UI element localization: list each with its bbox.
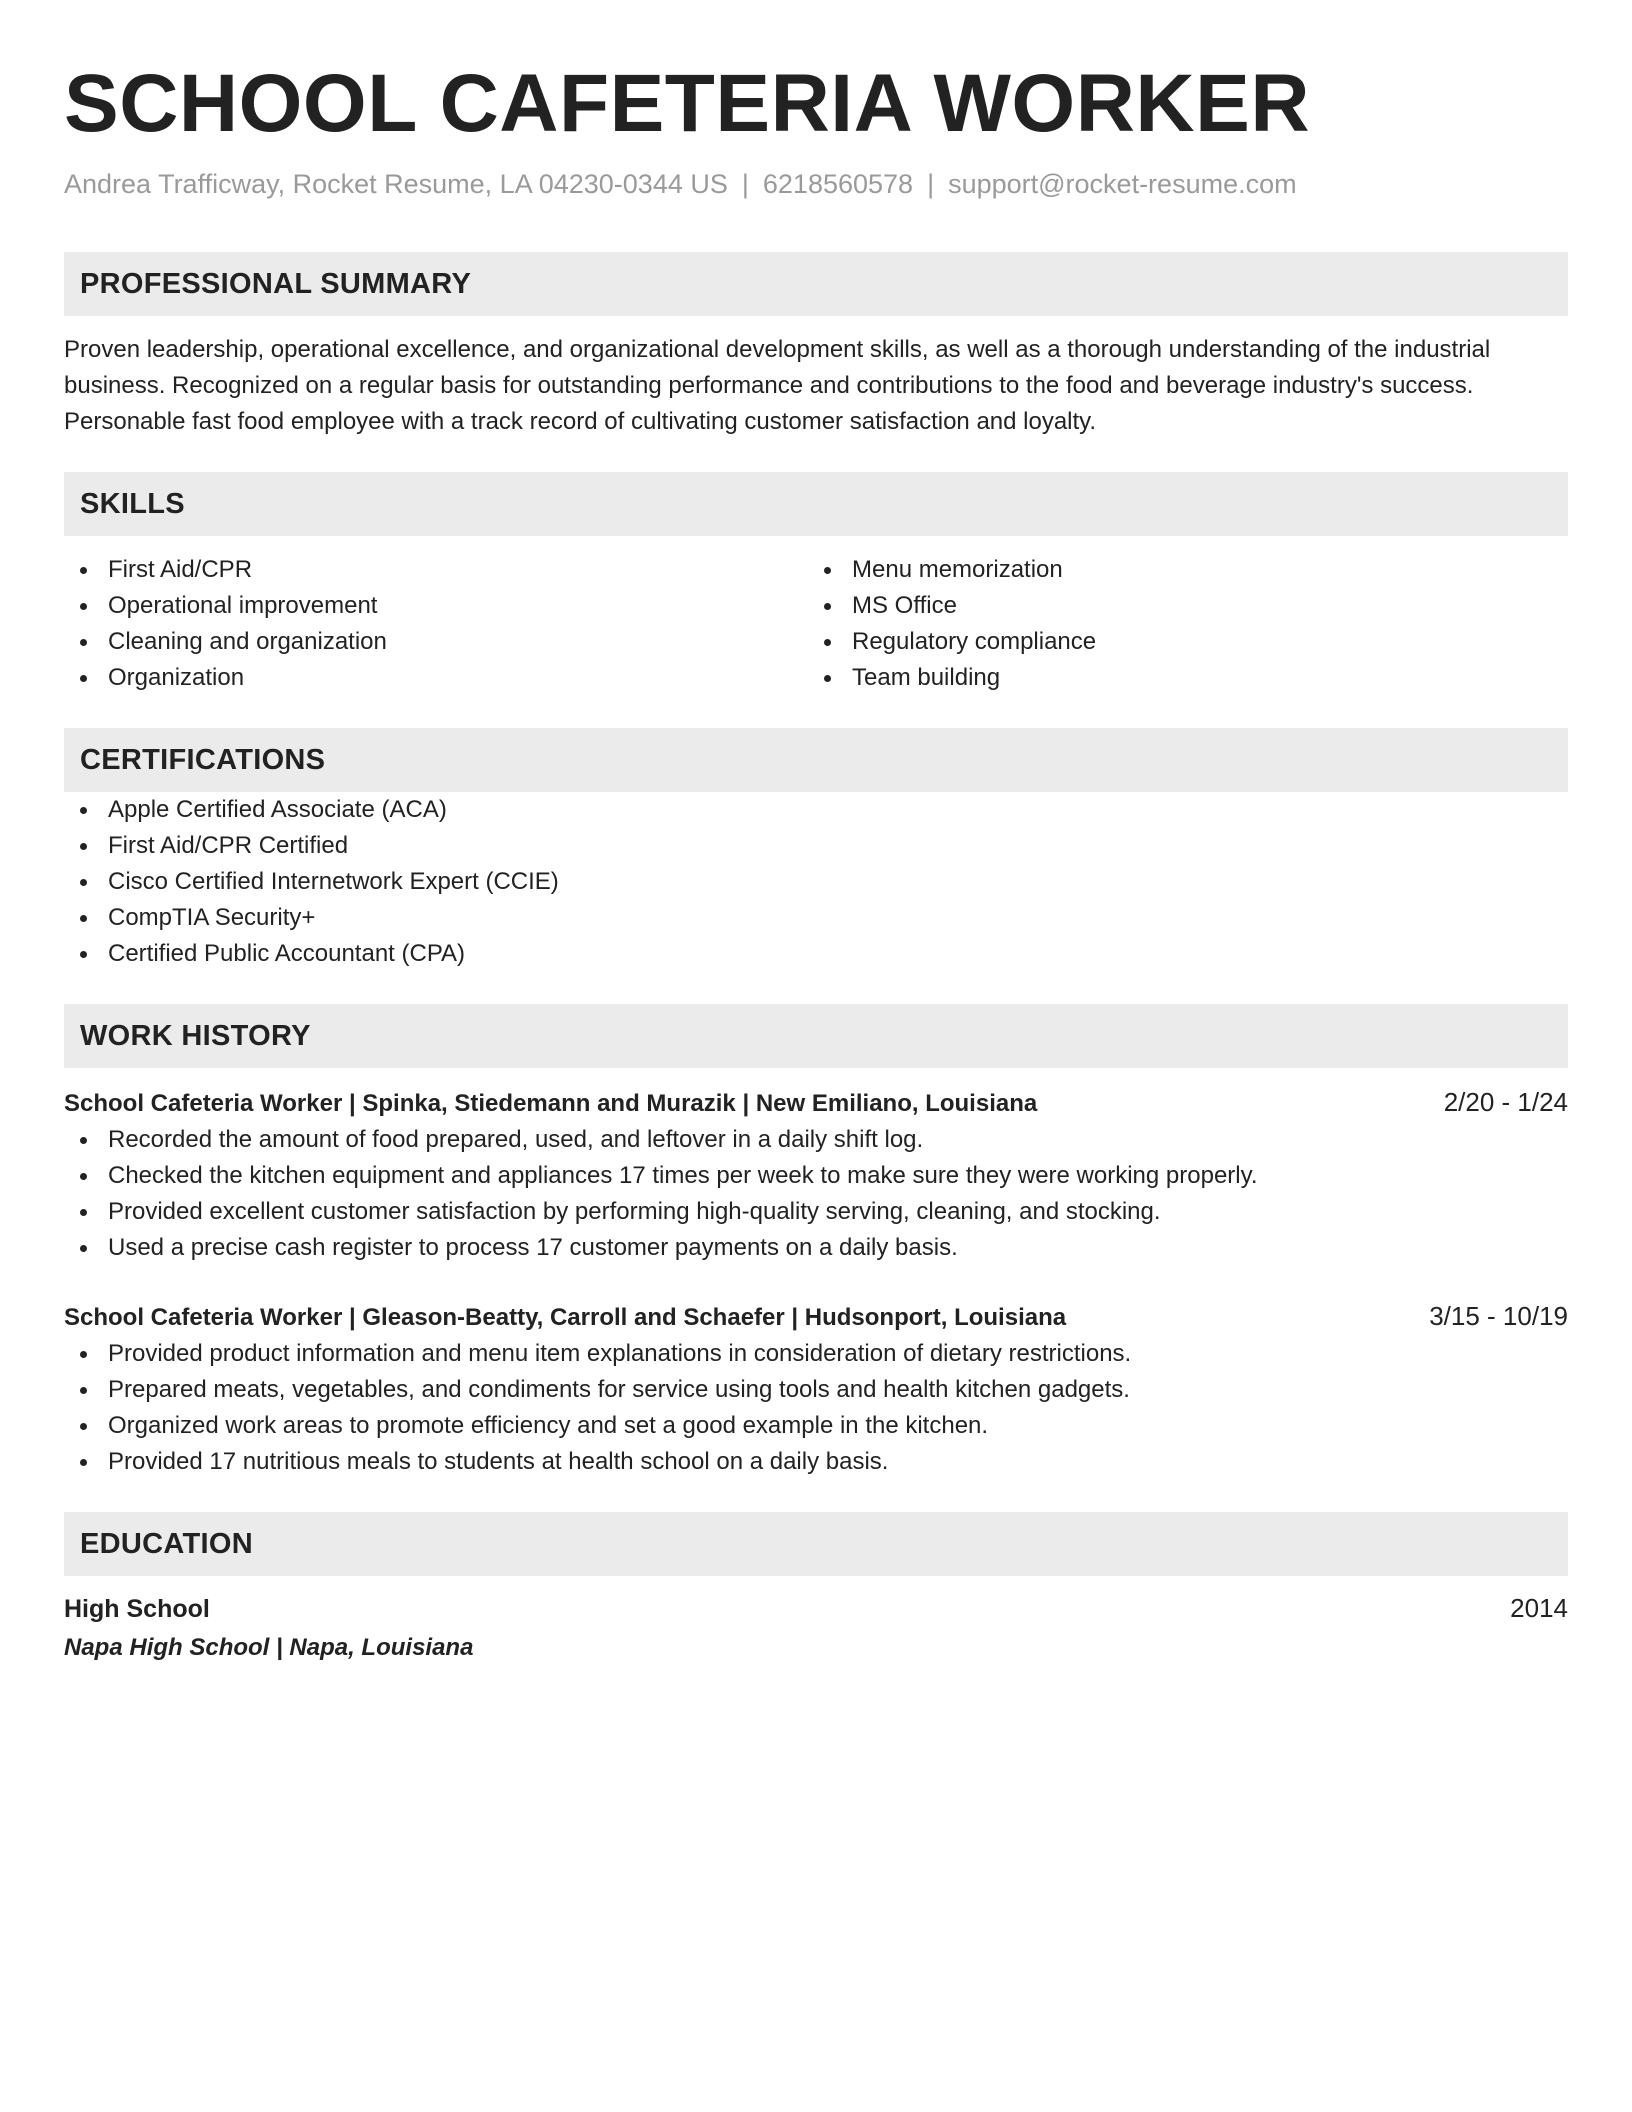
job-dates: 2/20 - 1/24 xyxy=(1443,1087,1568,1117)
job-duty: Provided product information and menu item explanations in consideration of dietary restrictions. xyxy=(64,1336,1568,1372)
certifications-heading: CERTIFICATIONS xyxy=(64,728,1568,792)
contact-phone: 6218560578 xyxy=(762,169,914,199)
education-degree: High School xyxy=(64,1595,210,1623)
job-duty: Provided excellent customer satisfaction by performing high-quality serving, cleaning, and stocking. xyxy=(64,1194,1568,1230)
skills-column-left xyxy=(64,552,816,696)
job-duty: Used a precise cash register to process 17 customer payments on a daily basis. xyxy=(64,1230,1568,1266)
job-header xyxy=(64,1298,1568,1336)
education-school: Napa High School | Napa, Louisiana xyxy=(64,1634,474,1661)
job-title: School Cafeteria Worker | Spinka, Stiedemann and Murazik | New Emiliano, Louisiana xyxy=(64,1090,1038,1117)
job-duty: Recorded the amount of food prepared, used, and leftover in a daily shift log. xyxy=(64,1122,1568,1158)
skill-item: Cleaning and organization xyxy=(64,624,816,660)
job-duties-list xyxy=(64,1336,1568,1480)
summary-text: Proven leadership, operational excellence, and organizational development skills, as well as a thorough understanding of the industrial business. Recognized on a regular basis for outstanding performance and contributions to the food and beverage industry's success. Personable fast food employee with a track record of cultivating customer satisfaction and loyalty. xyxy=(64,336,1491,435)
job-duty: Provided 17 nutritious meals to students at health school on a daily basis. xyxy=(64,1444,1568,1480)
job-entry xyxy=(64,1298,1568,1480)
job-title: School Cafeteria Worker | Gleason-Beatty, Carroll and Schaefer | Hudsonport, Louisiana xyxy=(64,1304,1067,1331)
job-duty: Checked the kitchen equipment and appliances 17 times per week to make sure they were working properly. xyxy=(64,1158,1568,1194)
contact-line xyxy=(64,166,1568,202)
education-heading: EDUCATION xyxy=(64,1512,1568,1576)
certification-item: Apple Certified Associate (ACA) xyxy=(64,792,1568,828)
education-year: 2014 xyxy=(1510,1593,1568,1623)
skill-item: Organization xyxy=(64,660,816,696)
work-history-heading: WORK HISTORY xyxy=(64,1004,1568,1068)
skill-item: Operational improvement xyxy=(64,588,816,624)
job-dates: 3/15 - 10/19 xyxy=(1429,1301,1568,1331)
education-header xyxy=(64,1590,1568,1627)
certification-item: Cisco Certified Internetwork Expert (CCIE) xyxy=(64,864,1568,900)
contact-separator: | xyxy=(927,169,935,199)
contact-email: support@rocket-resume.com xyxy=(948,169,1297,199)
skill-item: Regulatory compliance xyxy=(816,624,1568,660)
skill-item: Menu memorization xyxy=(816,552,1568,588)
certification-item: Certified Public Accountant (CPA) xyxy=(64,936,1568,972)
skill-item: First Aid/CPR xyxy=(64,552,816,588)
skill-item: MS Office xyxy=(816,588,1568,624)
job-duties-list xyxy=(64,1122,1568,1266)
certification-item: First Aid/CPR Certified xyxy=(64,828,1568,864)
resume-title: SCHOOL CAFETERIA WORKER xyxy=(64,58,1311,149)
job-entry xyxy=(64,1084,1568,1266)
certification-item: CompTIA Security+ xyxy=(64,900,1568,936)
contact-separator: | xyxy=(741,169,749,199)
job-header xyxy=(64,1084,1568,1122)
skills-list-left xyxy=(64,552,816,696)
contact-address: Andrea Trafficway, Rocket Resume, LA 04230-0344 US xyxy=(64,169,728,199)
certifications-list xyxy=(64,792,1568,972)
skills-list-right xyxy=(816,552,1568,696)
skills-grid xyxy=(64,552,1568,696)
job-duty: Organized work areas to promote efficiency and set a good example in the kitchen. xyxy=(64,1408,1568,1444)
skills-column-right xyxy=(816,552,1568,696)
job-duty: Prepared meats, vegetables, and condiments for service using tools and health kitchen gadgets. xyxy=(64,1372,1568,1408)
summary-heading: PROFESSIONAL SUMMARY xyxy=(64,252,1568,316)
skill-item: Team building xyxy=(816,660,1568,696)
skills-heading: SKILLS xyxy=(64,472,1568,536)
